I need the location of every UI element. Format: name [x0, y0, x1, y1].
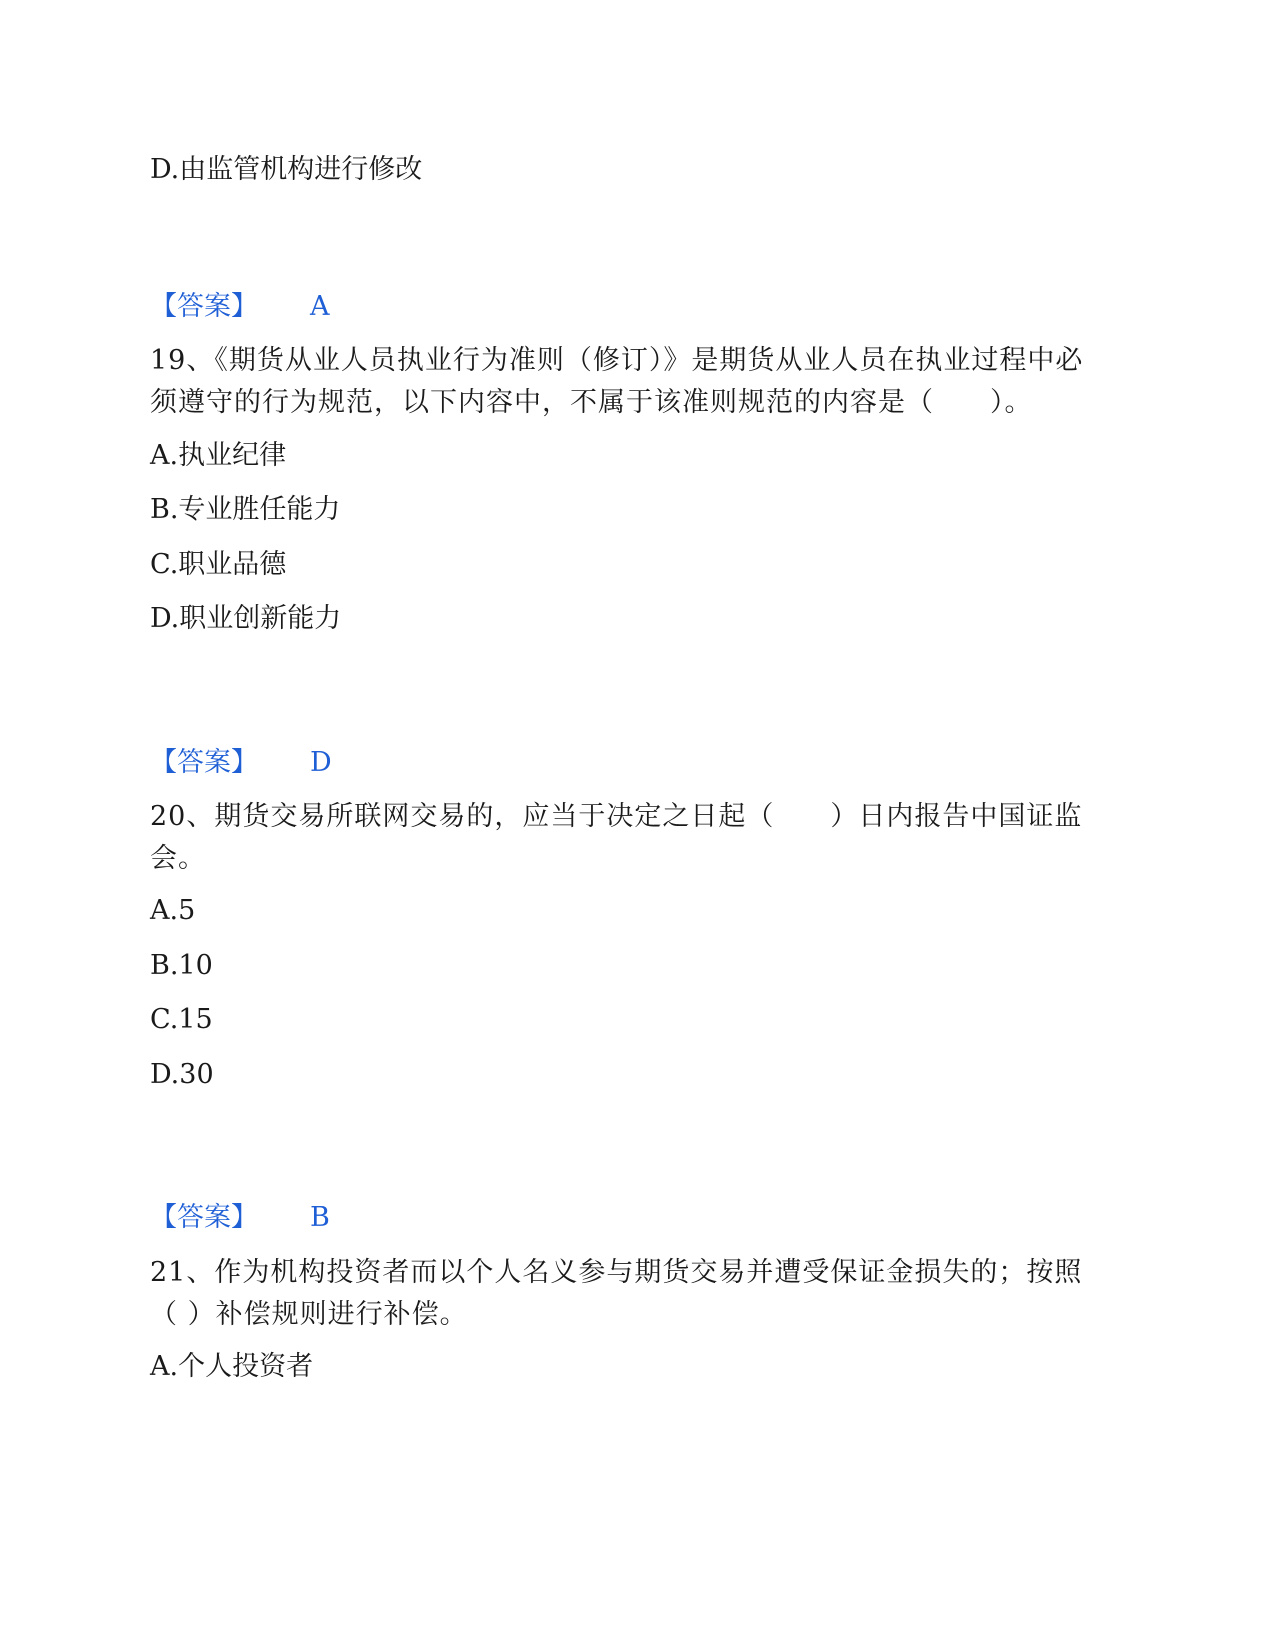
question-19-option-c: C.职业品德: [150, 549, 287, 580]
answer-tag: 【答案】: [150, 291, 258, 322]
question-20-option-a: A.5: [150, 895, 196, 926]
answer-value: B: [310, 1202, 330, 1233]
question-20-option-b: B.10: [150, 950, 213, 981]
answer-line: [150, 288, 330, 326]
question-20-option-c: C.15: [150, 1004, 213, 1035]
question-21-option-a: A.个人投资者: [150, 1351, 314, 1382]
answer-tag: 【答案】: [150, 747, 258, 778]
question-19-option-b: B.专业胜任能力: [150, 494, 341, 525]
answer-value: A: [310, 291, 330, 322]
question-19-option-a: A.执业纪律: [150, 440, 287, 471]
question-19-option-d: D.职业创新能力: [150, 603, 342, 634]
question-20-stem: 20、期货交易所联网交易的，应当于决定之日起（ ）日内报告中国证监会。: [150, 801, 1083, 874]
answer-line: [150, 744, 332, 782]
option-d: D.由监管机构进行修改: [150, 154, 423, 185]
answer-tag: 【答案】: [150, 1202, 258, 1233]
answer-line: [150, 1199, 330, 1237]
question-19-stem: 19、《期货从业人员执业行为准则（修订）》是期货从业人员在执业过程中必须遵守的行为规范，以下内容中，不属于该准则规范的内容是（ ）。: [150, 345, 1084, 418]
answer-value: D: [310, 747, 332, 778]
question-20-option-d: D.30: [150, 1059, 214, 1090]
question-21-stem: 21、作为机构投资者而以个人名义参与期货交易并遭受保证金损失的；按照（ ）补偿规则进行补偿。: [150, 1257, 1083, 1330]
